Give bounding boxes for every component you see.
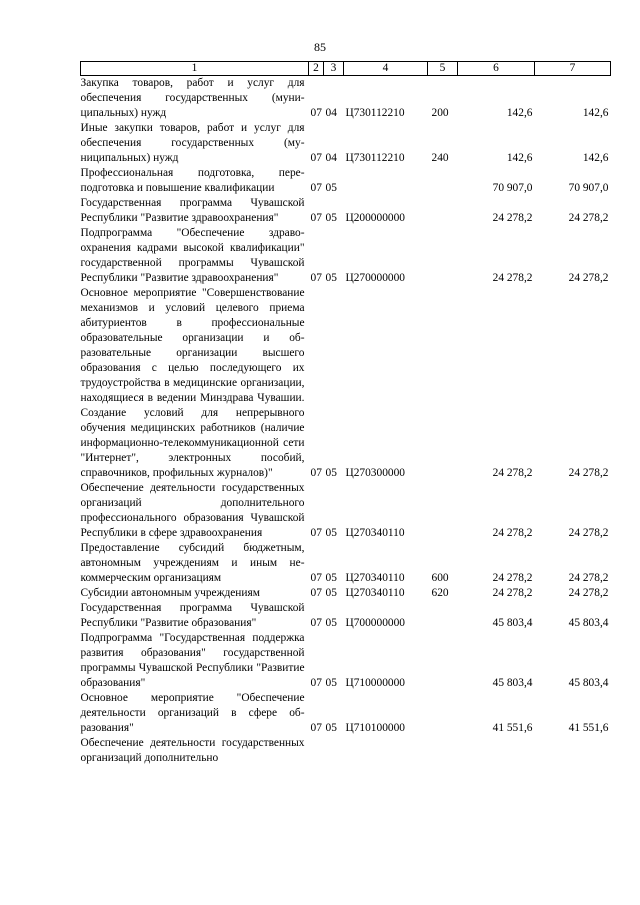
table-row: [81, 481, 611, 541]
row-amount-2: 41 551,6: [568, 722, 609, 734]
row-name: Предоставление субсидий бюджетным, автономным учреждениям и иным некоммерческим организациям: [80, 542, 305, 584]
row-name: Профессиональная подготовка, переподготовка и повышение квалификации: [80, 167, 305, 194]
row-subsection: 05: [325, 467, 337, 479]
row-amount-1: 45 803,4: [492, 617, 533, 629]
row-subsection: 05: [325, 572, 337, 584]
row-amount-1: 70 907,0: [492, 182, 533, 194]
row-section: 07: [310, 152, 322, 164]
row-name: Субсидии автономным учреждениям: [80, 587, 260, 599]
table-row: [81, 286, 611, 481]
row-subsection: 05: [325, 722, 337, 734]
row-amount-2: 24 278,2: [568, 212, 609, 224]
row-target-article: [344, 166, 428, 196]
budget-table: [80, 61, 611, 766]
row-target-article: Ц270300000: [345, 467, 405, 479]
row-subsection: 05: [325, 527, 337, 539]
row-expense-type: [428, 736, 458, 766]
row-amount-1: 24 278,2: [492, 527, 533, 539]
header-col-3: 3: [324, 62, 344, 76]
row-section: 07: [310, 722, 322, 734]
row-expense-type: 620: [431, 587, 449, 599]
row-amount-2: 24 278,2: [568, 572, 609, 584]
header-col-4: 4: [344, 62, 428, 76]
row-expense-type: [428, 601, 458, 631]
row-subsection: 05: [325, 212, 337, 224]
row-amount-1: 24 278,2: [492, 272, 533, 284]
row-name: Подпрограмма "Обеспечение здравоохранения кадрами высокой квалификации" государственной программы Чувашской Республики "Развитие здравоохранения": [80, 227, 305, 284]
row-subsection: 04: [325, 107, 337, 119]
table-row: [81, 541, 611, 586]
row-section: 07: [310, 107, 322, 119]
row-section: 07: [310, 527, 322, 539]
row-subsection: 05: [325, 617, 337, 629]
row-name: Подпрограмма "Государственная поддержка развития образования" государственной программы Чувашской Республики "Развитие образования": [80, 632, 305, 689]
row-amount-1: 142,6: [506, 107, 533, 119]
table-row: [81, 121, 611, 166]
row-amount-1: 24 278,2: [492, 212, 533, 224]
row-target-article: Ц730112210: [345, 152, 405, 164]
row-expense-type: 600: [431, 572, 449, 584]
row-target-article: Ц270340110: [345, 572, 405, 584]
row-target-article: Ц270340110: [345, 587, 405, 599]
row-expense-type: [428, 631, 458, 691]
row-section: 07: [310, 617, 322, 629]
table-row: [81, 76, 611, 122]
header-row: [81, 62, 611, 76]
row-section: 07: [310, 677, 322, 689]
row-target-article: Ц710000000: [345, 677, 405, 689]
table-row: [81, 691, 611, 736]
row-amount-1: 24 278,2: [492, 572, 533, 584]
row-amount-2: 142,6: [582, 107, 609, 119]
table-row: [81, 226, 611, 286]
row-name: Обеспечение деятельности государственных организаций дополнительно: [80, 737, 305, 764]
row-subsection: 05: [325, 182, 337, 194]
row-amount-2: [535, 736, 611, 766]
page-number: 85: [314, 40, 326, 54]
row-section: 07: [310, 212, 322, 224]
table-row: [81, 196, 611, 226]
header-col-1: 1: [81, 62, 309, 76]
row-amount-2: 24 278,2: [568, 527, 609, 539]
row-amount-2: 142,6: [582, 152, 609, 164]
row-subsection: 05: [325, 272, 337, 284]
row-section: 07: [310, 572, 322, 584]
row-name: Государственная программа Чувашской Республики "Развитие образования": [80, 602, 305, 629]
row-name: Основное мероприятие "Обеспечение деятельности организаций в сфере образования": [80, 692, 305, 734]
row-subsection: 05: [325, 587, 337, 599]
row-expense-type: [428, 691, 458, 736]
row-amount-2: 24 278,2: [568, 587, 609, 599]
row-expense-type: [428, 481, 458, 541]
table-row: [81, 736, 611, 766]
row-amount-1: 24 278,2: [492, 467, 533, 479]
row-section: 07: [310, 467, 322, 479]
row-subsection: 04: [325, 152, 337, 164]
row-target-article: Ц270340110: [345, 527, 405, 539]
row-amount-2: 24 278,2: [568, 467, 609, 479]
row-section: 07: [310, 182, 322, 194]
row-amount-1: 41 551,6: [492, 722, 533, 734]
row-expense-type: [428, 166, 458, 196]
row-amount-2: 45 803,4: [568, 677, 609, 689]
row-expense-type: 240: [431, 152, 449, 164]
row-amount-1: [458, 736, 535, 766]
row-amount-1: 24 278,2: [492, 587, 533, 599]
table-header: [81, 62, 611, 76]
row-name: Государственная программа Чувашской Республики "Развитие здравоохранения": [80, 197, 305, 224]
row-expense-type: 200: [431, 107, 449, 119]
header-col-5: 5: [428, 62, 458, 76]
row-amount-1: 45 803,4: [492, 677, 533, 689]
row-name: Обеспечение деятельности государственных организаций дополнительного профессионального образования Чувашской Республики в сфере здравоохранения: [80, 482, 305, 539]
row-expense-type: [428, 196, 458, 226]
table-body: [81, 76, 611, 767]
header-col-6: 6: [458, 62, 535, 76]
row-subsection: 05: [325, 677, 337, 689]
row-amount-2: 45 803,4: [568, 617, 609, 629]
row-target-article: Ц200000000: [345, 212, 405, 224]
row-amount-2: 24 278,2: [568, 272, 609, 284]
row-target-article: Ц710100000: [345, 722, 405, 734]
header-col-2: 2: [309, 62, 324, 76]
row-amount-1: 142,6: [506, 152, 533, 164]
row-expense-type: [428, 226, 458, 286]
row-name: Закупка товаров, работ и услуг для обеспечения государственных (муниципальных) нужд: [80, 77, 305, 119]
header-col-7: 7: [535, 62, 611, 76]
table-row: [81, 601, 611, 631]
row-section: 07: [310, 272, 322, 284]
row-target-article: [344, 736, 428, 766]
row-amount-2: 70 907,0: [568, 182, 609, 194]
table-row: [81, 586, 611, 601]
row-target-article: Ц270000000: [345, 272, 405, 284]
row-expense-type: [428, 286, 458, 481]
row-section: [309, 736, 324, 766]
row-target-article: Ц700000000: [345, 617, 405, 629]
row-name: Иные закупки товаров, работ и услуг для обеспечения государственных (муниципальных) нужд: [80, 122, 305, 164]
table-row: [81, 631, 611, 691]
table-row: [81, 166, 611, 196]
row-name: Основное мероприятие "Совершенствование механизмов и условий целевого приема абитуриентов в профессиональные образовательные организации и образовательные организации высшего образования с целью последующего их трудоустройства в медицинские организации, находящиеся в ведении Минздрава Чувашии. Создание условий для непрерывного обучения медицинских работников (наличие информационно-телекоммуникационной сети "Интернет", электронных пособий, справочников, профильных журналов)": [80, 287, 305, 479]
row-target-article: Ц730112210: [345, 107, 405, 119]
row-subsection: [324, 736, 344, 766]
row-section: 07: [310, 587, 322, 599]
